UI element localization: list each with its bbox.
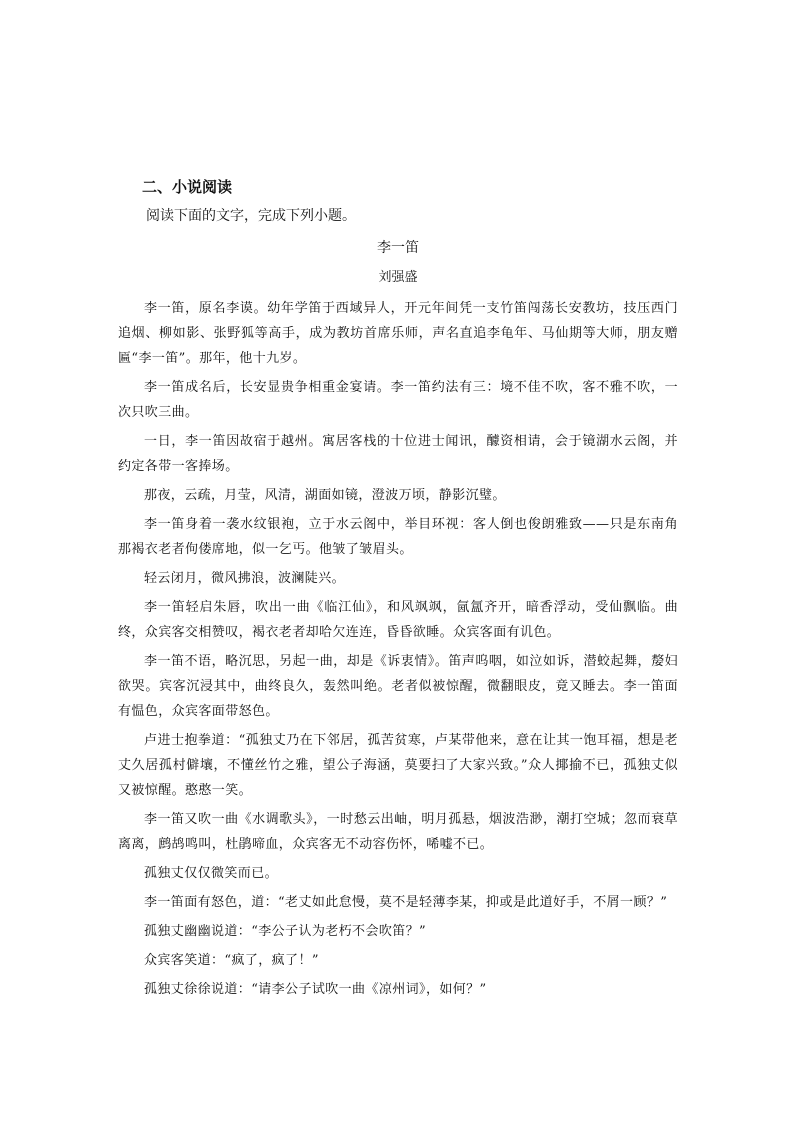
paragraph: 李一笛不语，略沉思，另起一曲，却是《诉衷情》。笛声呜咽，如泣如诉，潜蛟起舞，嫠妇欲哭。宾客沉浸其中，曲终良久，轰然叫绝。老者似被惊醒，微翻眼皮，竟又睡去。李一笛面有愠色，众宾客面带怒色。 bbox=[118, 654, 678, 719]
paragraph: 李一笛身着一袭水纹银袍，立于水云阁中，举目环视：客人倒也俊朗雅致——只是东南角那褐衣老者佝偻席地，似一乞丐。他皱了皱眉头。 bbox=[118, 517, 678, 557]
paragraph: 李一笛轻启朱唇，吹出一曲《临江仙》，和风飒飒，氤氲齐开，暗香浮动，受仙飘临。曲终，众宾客交相赞叹，褐衣老者却哈欠连连，昏昏欲睡。众宾客面有讥色。 bbox=[118, 600, 678, 640]
paragraph: 一日，李一笛因故宿于越州。寓居客栈的十位进士闻讯，醵资相请，会于镜湖水云阁，并约定各带一客捧场。 bbox=[118, 434, 678, 474]
paragraph: 李一笛又吹一曲《水调歌头》，一时愁云出岫，明月孤悬，烟波浩渺，潮打空城；忽而衰草离离，鹧鸪鸣叫，杜鹃啼血，众宾客无不动容伤怀，唏嘘不已。 bbox=[118, 812, 678, 852]
paragraph: 众宾客笑道：“疯了，疯了！” bbox=[144, 953, 319, 968]
document-content bbox=[118, 176, 678, 1006]
paragraph: 李一笛成名后，长安显贵争相重金宴请。李一笛约法有三：境不佳不吹，客不雅不吹，一次只吹三曲。 bbox=[118, 380, 678, 420]
paragraph: 李一笛，原名李谟。幼年学笛于西域异人，开元年间凭一支竹笛闯荡长安教坊，技压西门追烟、柳如影、张野狐等高手，成为教坊首席乐师，声名直追李龟年、马仙期等大师，朋友赠匾“李一笛”。那年，他十九岁。 bbox=[118, 301, 678, 366]
story-title: 李一笛 bbox=[377, 240, 419, 256]
paragraph: 李一笛面有怒色，道：“老丈如此怠慢，莫不是轻薄李某，抑或是此道好手，不屑一顾？” bbox=[144, 895, 668, 910]
paragraph: 孤独丈仅仅微笑而已。 bbox=[144, 866, 279, 881]
paragraph: 那夜，云疏，月莹，风清，湖面如镜，澄波万顷，静影沉璧。 bbox=[144, 488, 506, 503]
author-name: 刘强盛 bbox=[378, 270, 418, 285]
paragraph: 孤独丈徐徐说道：“请李公子试吹一曲《凉州词》，如何？” bbox=[144, 982, 487, 997]
section-title: 二、小说阅读 bbox=[142, 178, 233, 196]
paragraph: 轻云闭月，微风拂浪，波澜陡兴。 bbox=[144, 571, 346, 586]
paragraph: 孤独丈幽幽说道：“李公子认为老朽不会吹笛？” bbox=[144, 924, 427, 939]
paragraph: 卢进士抱拳道：“孤独丈乃在下邻居，孤苦贫寒，卢某带他来，意在让其一饱耳福，想是老丈久居孤村僻壤，不懂丝竹之雅，望公子海涵，莫要扫了大家兴致。”众人揶揄不已，孤独丈似又被惊醒。憨憨一笑。 bbox=[118, 733, 678, 798]
instruction-text: 阅读下面的文字，完成下列小题。 bbox=[146, 208, 356, 224]
